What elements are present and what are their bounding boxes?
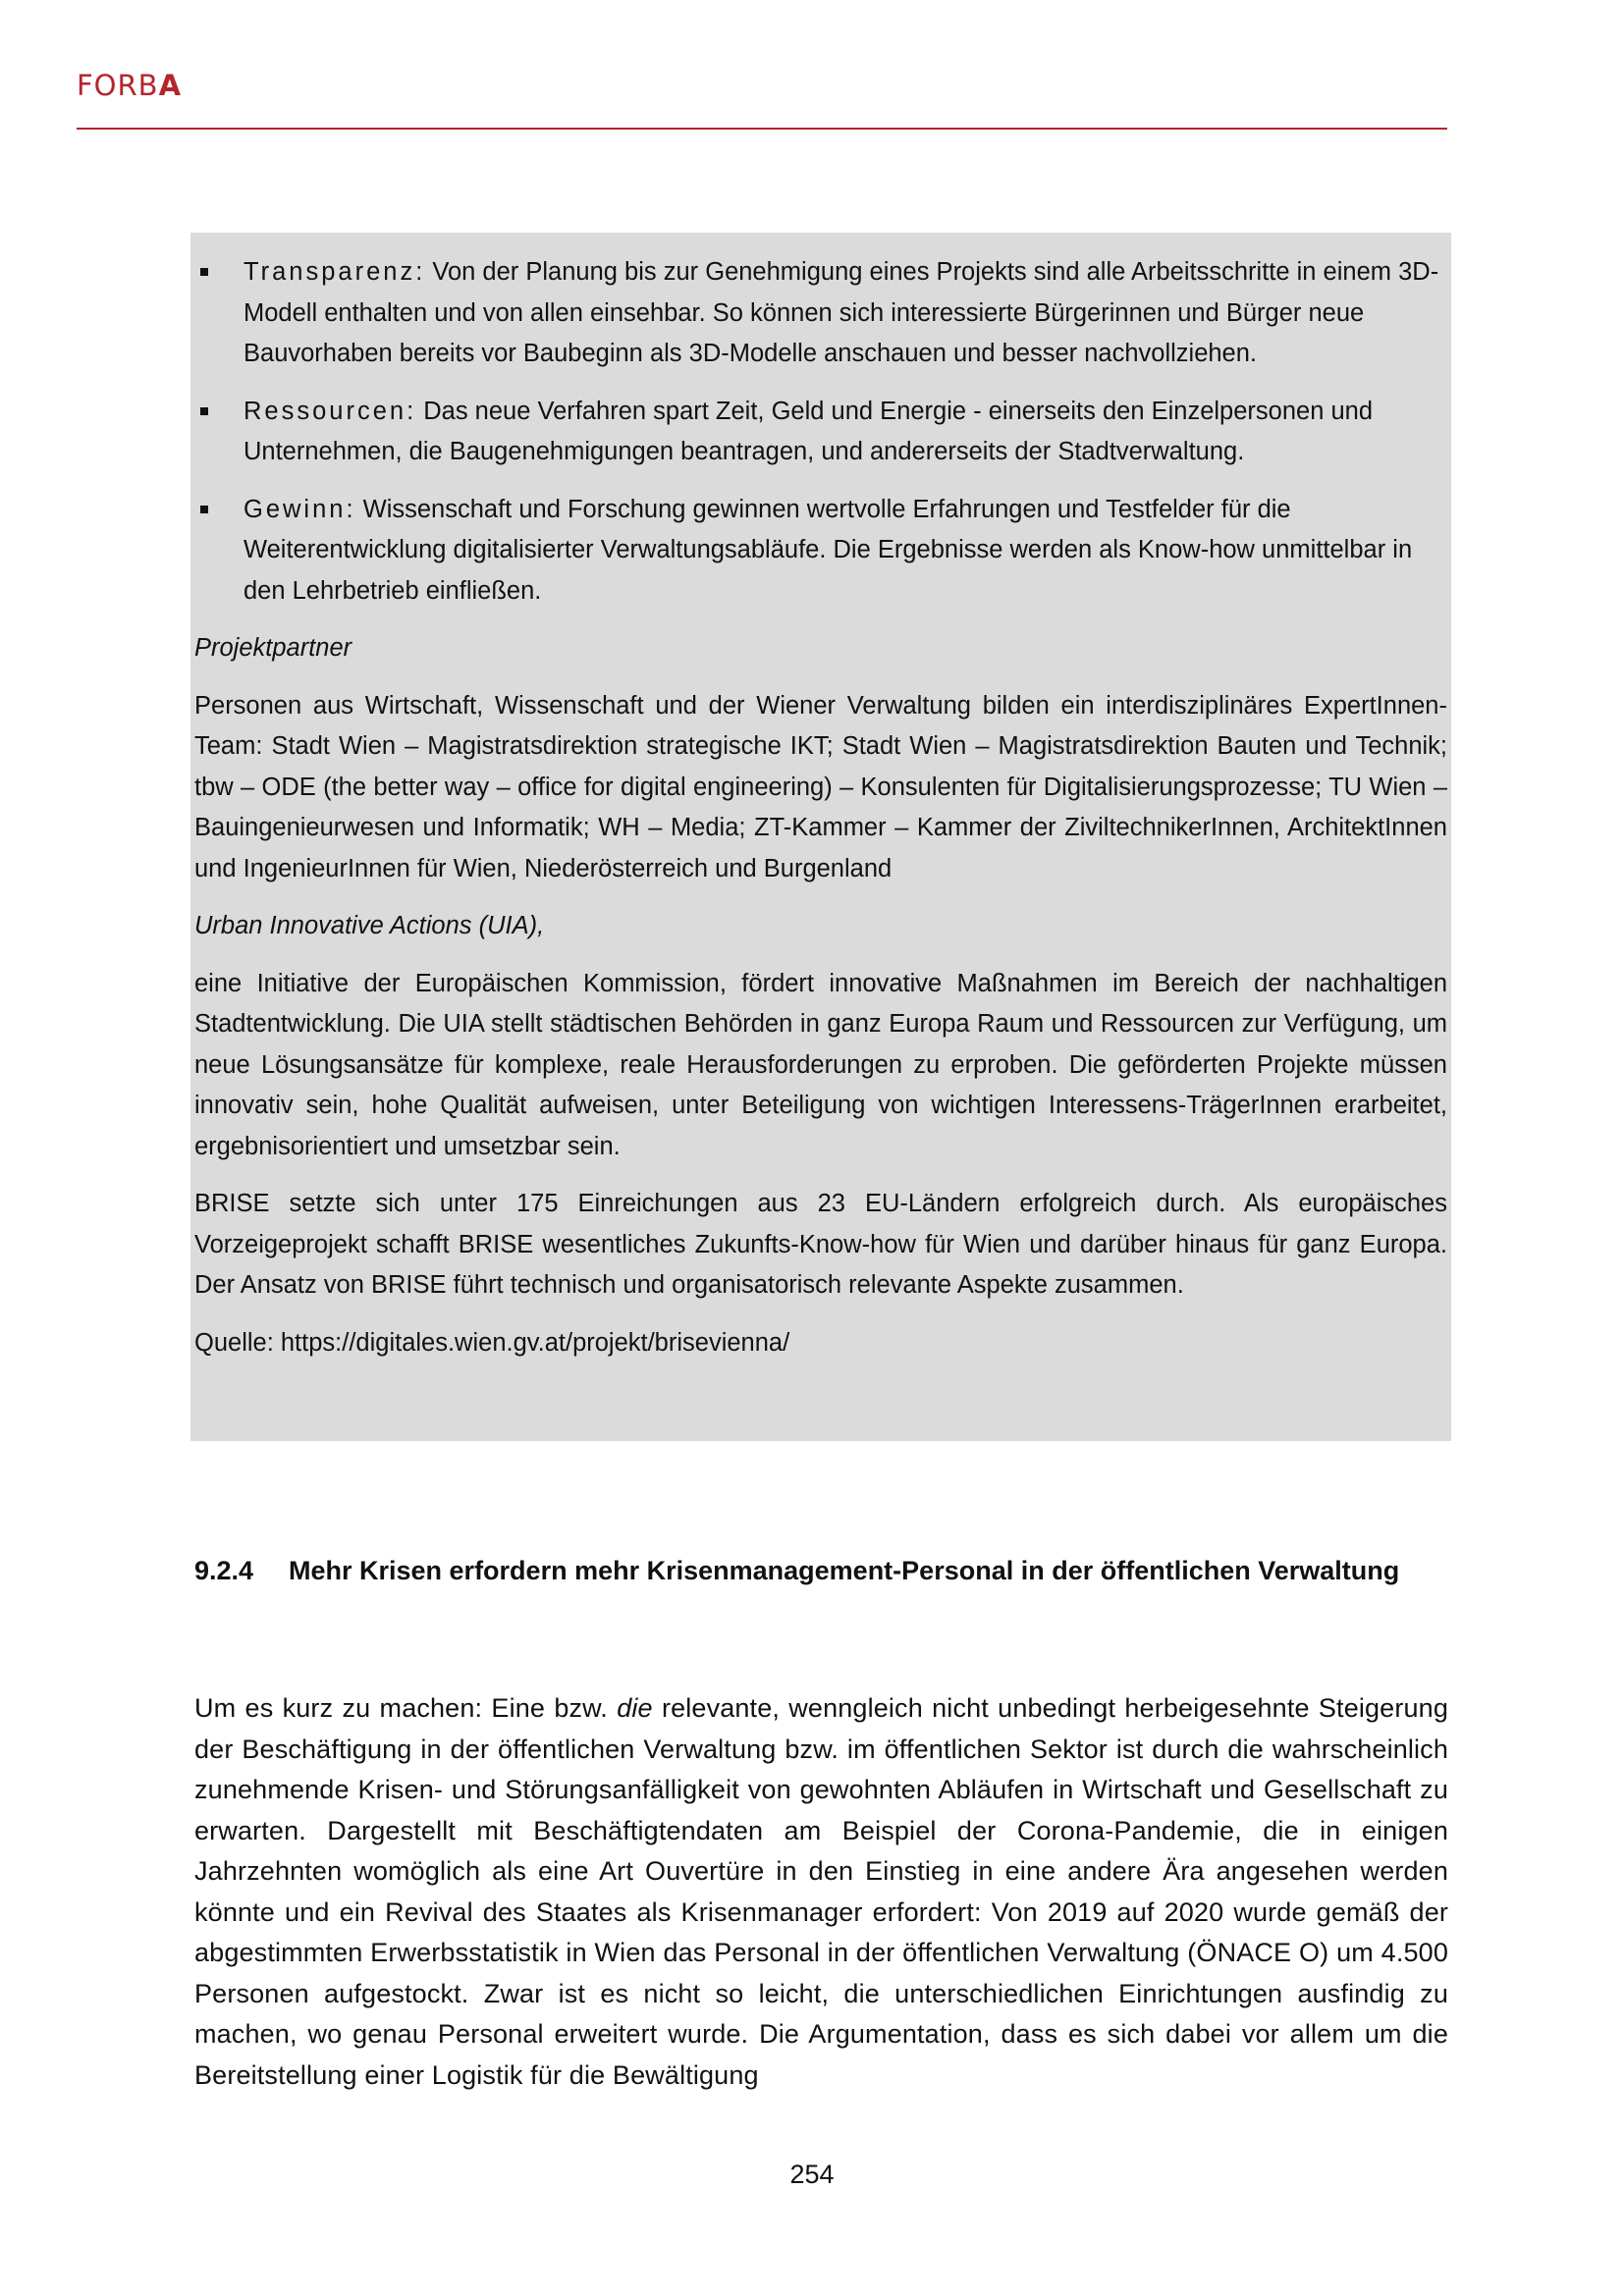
section-number: 9.2.4 — [194, 1556, 254, 1585]
bullet-item — [194, 490, 1447, 613]
section-heading — [194, 1547, 1451, 1594]
bullet-keyword: Transparenz: — [244, 258, 426, 286]
bullet-item — [194, 252, 1447, 375]
section-title: Mehr Krisen erfordern mehr Krisenmanagement-Personal in der öffentlichen Verwaltung — [289, 1556, 1400, 1585]
body-text-rest: relevante, wenngleich nicht unbedingt herbeigesehnte Steigerung der Beschäftigung in der öffentlichen Verwaltung bzw. im öffentlichen Sektor ist durch die wahrscheinlich zunehmende Krisen- und Störungsanfälligkeit von gewohnten Abläufen in Wirtschaft und Gesellschaft zu erwarten. Dargestellt mit Beschäftigtendaten am Beispiel der Corona-Pandemie, die in einigen Jahrzehnten womöglich als eine Art Ouvertüre in den Einstieg in eine andere Ära angesehen werden könnte und ein Revival des Staates als Krisenmanager erfordert: Von 2019 auf 2020 wurde gemäß der abgestimmten Erwerbsstatistik in Wien das Personal in der öffentlichen Verwaltung (ÖNACE O) um 4.500 Personen aufgestockt. Zwar ist es nicht so leicht, die unterschiedlichen Einrichtungen ausfindig zu machen, wo genau Personal erweitert wurde. Die Argumentation, dass es sich dabei vor allem um die Bereitstellung einer Logistik für die Bewältigung — [194, 1693, 1448, 2090]
logo-main: FORB — [77, 69, 159, 102]
partner-text: Personen aus Wirtschaft, Wissenschaft und der Wiener Verwaltung bilden ein interdisziplinäres ExpertInnen-Team: Stadt Wien – Magistratsdirektion strategische IKT; Stadt Wien – Magistratsdirektion Bauten und Technik; tbw – ODE (the better way – office for digital engineering) – Konsulenten für Digitalisierungsprozesse; TU Wien – Bauingenieurwesen und Informatik; WH – Media; ZT-Kammer – Kammer der ZiviltechnikerInnen, ArchitektInnen und IngenieurInnen für Wien, Niederösterreich und Burgenland — [194, 691, 1447, 882]
bullet-text: Das neue Verfahren spart Zeit, Geld und Energie - einerseits den Einzelpersonen und Unternehmen, die Baugenehmigungen beantragen, und andererseits der Stadtverwaltung. — [244, 397, 1373, 465]
header-divider — [77, 128, 1447, 130]
forba-logo — [77, 69, 182, 102]
bullet-text: Von der Planung bis zur Genehmigung eines Projekts sind alle Arbeitsschritte in einem 3D-Modell enthalten und von allen einsehbar. So können sich interessierte Bürgerinnen und Bürger neue Bauvorhaben bereits vor Baubeginn als 3D-Modelle anschauen und besser nachvollziehen. — [244, 258, 1439, 367]
brise-text: BRISE setzte sich unter 175 Einreichungen aus 23 EU-Ländern erfolgreich durch. Als europäisches Vorzeigeprojekt schafft BRISE wesentliches Zukunfts-Know-how für Wien und darüber hinaus für ganz Europa. Der Ansatz von BRISE führt technisch und organisatorisch relevante Aspekte zusammen. — [194, 1190, 1447, 1299]
square-bullet-icon — [200, 407, 208, 415]
logo-accent: A — [158, 69, 183, 102]
partner-heading: Projektpartner — [194, 634, 352, 662]
bullet-keyword: Ressourcen: — [244, 397, 417, 425]
body-italic-word: die — [617, 1693, 653, 1723]
square-bullet-icon — [200, 506, 208, 513]
bullet-keyword: Gewinn: — [244, 495, 356, 523]
page-number: 254 — [789, 2160, 835, 2189]
square-bullet-icon — [200, 268, 208, 276]
uia-heading: Urban Innovative Actions (UIA), — [194, 912, 545, 939]
source-line: Quelle: https://digitales.wien.gv.at/projekt/brisevienna/ — [194, 1328, 790, 1357]
body-paragraph — [194, 1688, 1448, 2096]
bullet-text: Wissenschaft und Forschung gewinnen wertvolle Erfahrungen und Testfelder für die Weiterentwicklung digitalisierter Verwaltungsabläufe. Die Ergebnisse werden als Know-how unmittelbar in den Lehrbetrieb einfließen. — [244, 495, 1413, 605]
bullet-list — [194, 252, 1447, 612]
info-box — [190, 233, 1451, 1441]
body-text-start: Um es kurz zu machen: Eine bzw. — [194, 1693, 618, 1723]
uia-text: eine Initiative der Europäischen Kommission, fördert innovative Maßnahmen im Bereich der nachhaltigen Stadtentwicklung. Die UIA stellt städtischen Behörden in ganz Europa Raum und Ressourcen zur Verfügung, um neue Lösungsansätze für komplexe, reale Herausforderungen zu erproben. Die geförderten Projekte müssen innovativ sein, hohe Qualität aufweisen, unter Beteiligung von wichtigen Interessens-TrägerInnen erarbeitet, ergebnisorientiert und umsetzbar sein. — [194, 969, 1447, 1160]
bullet-item — [194, 392, 1447, 473]
